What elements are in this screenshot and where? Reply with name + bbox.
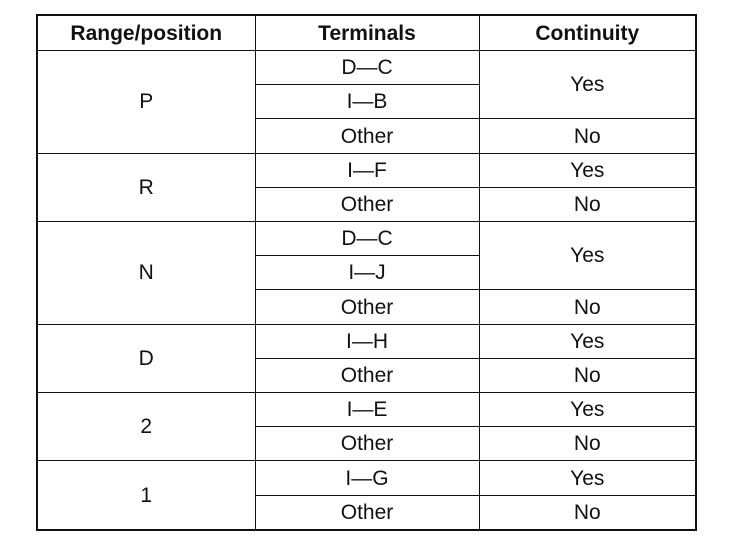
continuity-cell: Yes [479, 222, 696, 290]
header-row [37, 15, 696, 51]
terminals-cell: Other [255, 427, 479, 461]
range-position-cell: D [37, 324, 255, 392]
terminals-cell: I—G [255, 461, 479, 495]
continuity-cell: No [479, 358, 696, 392]
range-position-cell: 1 [37, 461, 255, 530]
range-position-cell: N [37, 222, 255, 325]
range-position-cell: R [37, 153, 255, 221]
terminals-cell: Other [255, 358, 479, 392]
terminals-cell: Other [255, 187, 479, 221]
terminals-cell: I—E [255, 393, 479, 427]
table-body [37, 51, 696, 531]
continuity-cell: Yes [479, 153, 696, 187]
terminals-cell: I—B [255, 85, 479, 119]
continuity-cell: No [479, 495, 696, 530]
continuity-cell: No [479, 119, 696, 153]
terminals-cell: Other [255, 119, 479, 153]
terminals-cell: I—H [255, 324, 479, 358]
range-position-cell: 2 [37, 393, 255, 461]
continuity-cell: No [479, 290, 696, 324]
terminals-cell: Other [255, 495, 479, 530]
table-row [37, 393, 696, 427]
table-row [37, 222, 696, 256]
terminals-cell: D—C [255, 51, 479, 85]
table-row [37, 51, 696, 85]
table-header [37, 15, 696, 51]
continuity-cell: No [479, 187, 696, 221]
terminals-cell: D—C [255, 222, 479, 256]
range-position-cell: P [37, 51, 255, 154]
continuity-cell: Yes [479, 324, 696, 358]
table-row [37, 461, 696, 495]
continuity-cell: Yes [479, 393, 696, 427]
continuity-cell: Yes [479, 461, 696, 495]
terminals-cell: Other [255, 290, 479, 324]
continuity-cell: Yes [479, 51, 696, 119]
header-continuity: Continuity [479, 15, 696, 51]
continuity-table [36, 14, 697, 531]
header-terminals: Terminals [255, 15, 479, 51]
header-range-position: Range/position [37, 15, 255, 51]
table-row [37, 153, 696, 187]
terminals-cell: I—F [255, 153, 479, 187]
table-row [37, 324, 696, 358]
terminals-cell: I—J [255, 256, 479, 290]
continuity-cell: No [479, 427, 696, 461]
